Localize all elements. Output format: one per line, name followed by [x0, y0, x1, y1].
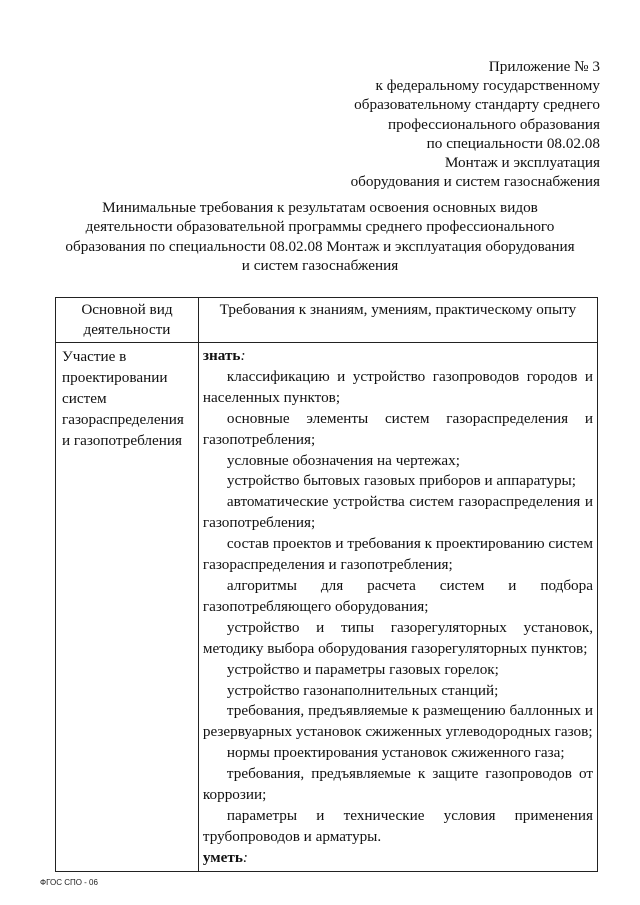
footer-code: ФГОС СПО - 06 — [40, 878, 98, 887]
know-item: устройство и параметры газовых горелок; — [226, 660, 499, 678]
know-item: состав проектов и требования к проектированию систем газораспределения и газопотребления; — [202, 535, 593, 574]
know-label: знать: — [202, 347, 246, 364]
activity-line: и газопотребления — [62, 432, 182, 449]
know-item: автоматические устройства систем газораспределения и газопотребления; — [202, 493, 593, 532]
know-item: параметры и технические условия применения трубопроводов и арматуры. — [202, 806, 593, 845]
activity-line: Участие в — [62, 348, 127, 365]
requirements-cell — [198, 343, 597, 872]
appendix-line: образовательному стандарту среднего — [354, 96, 600, 114]
know-item: устройство бытовых газовых приборов и аппаратуры; — [226, 472, 576, 490]
activity-line: систем — [62, 390, 107, 407]
document-title — [40, 198, 600, 276]
know-item: классификацию и устройство газопроводов городов и населенных пунктов; — [202, 367, 593, 406]
know-item: основные элементы систем газораспределения и газопотребления; — [202, 409, 593, 448]
title-line: Минимальные требования к результатам освоения основных видов — [102, 199, 538, 216]
know-item: устройство и типы газорегуляторных установок, методику выбора оборудования газорегуляторных пунктов; — [202, 618, 593, 657]
appendix-line: к федеральному государственному — [375, 77, 600, 95]
activity-line: газораспределения — [62, 411, 184, 428]
table-header-row — [56, 298, 598, 343]
activity-line: проектировании — [62, 369, 168, 386]
header-requirements: Требования к знаниям, умениям, практическому опыту — [198, 298, 597, 343]
activity-cell — [56, 343, 199, 872]
title-line: образования по специальности 08.02.08 Монтаж и эксплуатация оборудования — [65, 237, 575, 255]
know-item: нормы проектирования установок сжиженного газа; — [226, 744, 565, 762]
know-item: условные обозначения на чертежах; — [226, 451, 460, 469]
table-row — [56, 343, 598, 872]
appendix-line: оборудования и систем газоснабжения — [350, 173, 600, 191]
appendix-line: профессионального образования — [387, 115, 600, 133]
appendix-heading — [351, 57, 600, 191]
header-activity: Основной вид деятельности — [56, 298, 199, 343]
know-item: устройство газонаполнительных станций; — [226, 681, 499, 699]
requirements-table — [55, 297, 598, 872]
appendix-line: Монтаж и эксплуатация — [444, 154, 600, 172]
know-item: алгоритмы для расчета систем и подбора газопотребляющего оборудования; — [202, 576, 593, 615]
appendix-line: по специальности 08.02.08 — [426, 134, 600, 152]
know-item: требования, предъявляемые к защите газопроводов от коррозии; — [202, 765, 593, 804]
can-label: уметь: — [202, 848, 248, 866]
appendix-line: Приложение № 3 — [488, 58, 600, 75]
title-line: и систем газоснабжения — [241, 257, 399, 275]
know-item: требования, предъявляемые к размещению баллонных и резервуарных установок сжиженных углеводородных газов; — [202, 702, 593, 741]
title-line: деятельности образовательной программы среднего профессионального — [85, 218, 555, 236]
